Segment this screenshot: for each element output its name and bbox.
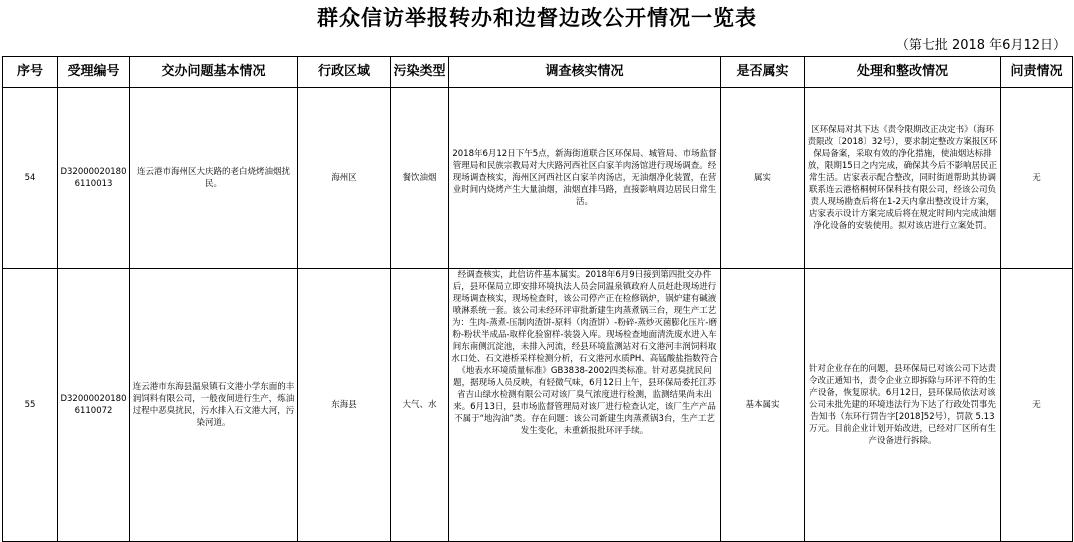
header-verified: 是否属实 xyxy=(721,57,805,88)
handling-text: 针对企业存在的问题，县环保局已对该公司下达责令改正通知书，责令企业立即拆除与环评不符的生产设备，恢复原状。6月12日，县环保局依法对该公司未批先建的环境违法行为下达了行政处罚事先告知书（东环行罚告字[2018]52号），罚款 5.13万元。目前企业计划开始改进，已经对厂区所有生产设备进行拆除。 xyxy=(808,364,996,446)
cell-accountability: 无 xyxy=(1001,88,1073,269)
table-row xyxy=(3,269,1073,542)
header-accountability: 问责情况 xyxy=(1001,57,1073,88)
handling-text: 区环保局对其下达《责令限期改正决定书》（海环责限改〔2018〕32号），要求制定整改方案报区环保局备案，采取有效的净化措施，使油烟达标排放，限期15日之内完成，确保其今后不影响居民正常生活。店家表示配合整改，同时街道帮助其协调联系连云港格桐树环保科技有限公司，经该公司负责人现场勘查后将在1-2天内拿出整改设计方案，店家表示设计方案完成后将在规定时间内完成油烟净化设备的安装使用。拟对该店进行立案处罚。 xyxy=(807,125,998,231)
sheet-title: 群众信访举报转办和边督边改公开情况一览表 xyxy=(317,6,757,30)
header-seq: 序号 xyxy=(3,57,58,88)
header-issue: 交办问题基本情况 xyxy=(130,57,298,88)
cell-pollution-type: 餐饮油烟 xyxy=(391,88,449,269)
table-row xyxy=(3,88,1073,269)
issue-text: 连云港市东海县温泉镇石文港小学东面的丰润饲料有限公司，一般夜间进行生产，炼油过程中恶臭扰民，污水排入石文港大河，污染河道。 xyxy=(132,382,295,428)
cell-investigation xyxy=(449,269,721,542)
investigation-text: 经调查核实，此信访件基本属实。2018年6月9日接到第四批交办件后，县环保局立即安排环境执法人员会同温泉镇政府人员赶赴现场进行现场调查核实，现场检查时，该公司停产正在检修锅炉，锅炉建有碱液喷淋系统一套。该公司未经环评审批新建生肉蒸煮锅三台，现生产工艺为：生肉-蒸煮-压制肉渣饼-原料（肉渣饼）-粉碎-蒸炒灭菌膨化压片-磨粉-粉状半成品-取样化验窗样-装袋入库。现场检查地面清洗废水进入车间东南侧沉淀池，未排入河流，经县环境监测站对石文港河丰润饲料取水口处、石文港桥采样检测分析，石文港河水质PH、高锰酸盐指数符合《地表水环境质量标准》GB3838-2002四类标准。针对恶臭扰民问题，据现场人员反映，有轻微气味，6月12日上午，县环保局委托江苏省吉山绿水检测有限公司对该厂臭气浓度进行检测，监测结果尚未出来。6月13日，县市场监督管理局对该厂进行检查认定，该厂生产产品不属于“地沟油”类。存在问题：该公司新建生肉蒸煮锅3台，生产工艺发生变化，未重新报批环评手续。 xyxy=(451,270,718,436)
batch-info: （第七批 2018 年6月12日） xyxy=(895,38,1066,53)
header-pollution-type: 污染类型 xyxy=(391,57,449,88)
cell-code: D320000201806110072 xyxy=(58,269,130,542)
cell-issue xyxy=(130,269,298,542)
cell-issue xyxy=(130,88,298,269)
header-code: 受理编号 xyxy=(58,57,130,88)
header-row xyxy=(3,57,1073,88)
cell-region: 东海县 xyxy=(298,269,391,542)
cell-accountability: 无 xyxy=(1001,269,1073,542)
report-table xyxy=(2,56,1073,542)
cell-investigation xyxy=(449,88,721,269)
cell-verified: 属实 xyxy=(721,88,805,269)
investigation-text: 2018年6月12日下午5点，新海街道联合区环保局、城管局、市场监督管理局和民族宗教局对大庆路河西社区白家羊肉汤馆进行现场调查。经现场调查核实，海州区河西社区白家羊肉汤店，无油烟净化装置，在营业时间内烧烤产生大量油烟，油烟直排马路，直接影响周边居民日常生活。 xyxy=(452,149,717,207)
header-region: 行政区域 xyxy=(298,57,391,88)
header-investigation: 调查核实情况 xyxy=(449,57,721,88)
cell-region: 海州区 xyxy=(298,88,391,269)
cell-code: D320000201806110013 xyxy=(58,88,130,269)
cell-seq: 55 xyxy=(3,269,58,542)
cell-handling xyxy=(805,88,1001,269)
cell-pollution-type: 大气、水 xyxy=(391,269,449,542)
issue-text: 连云港市海州区大庆路的老白烧烤油烟扰民。 xyxy=(136,167,290,189)
cell-handling xyxy=(805,269,1001,542)
cell-seq: 54 xyxy=(3,88,58,269)
header-handling: 处理和整改情况 xyxy=(805,57,1001,88)
cell-verified: 基本属实 xyxy=(721,269,805,542)
